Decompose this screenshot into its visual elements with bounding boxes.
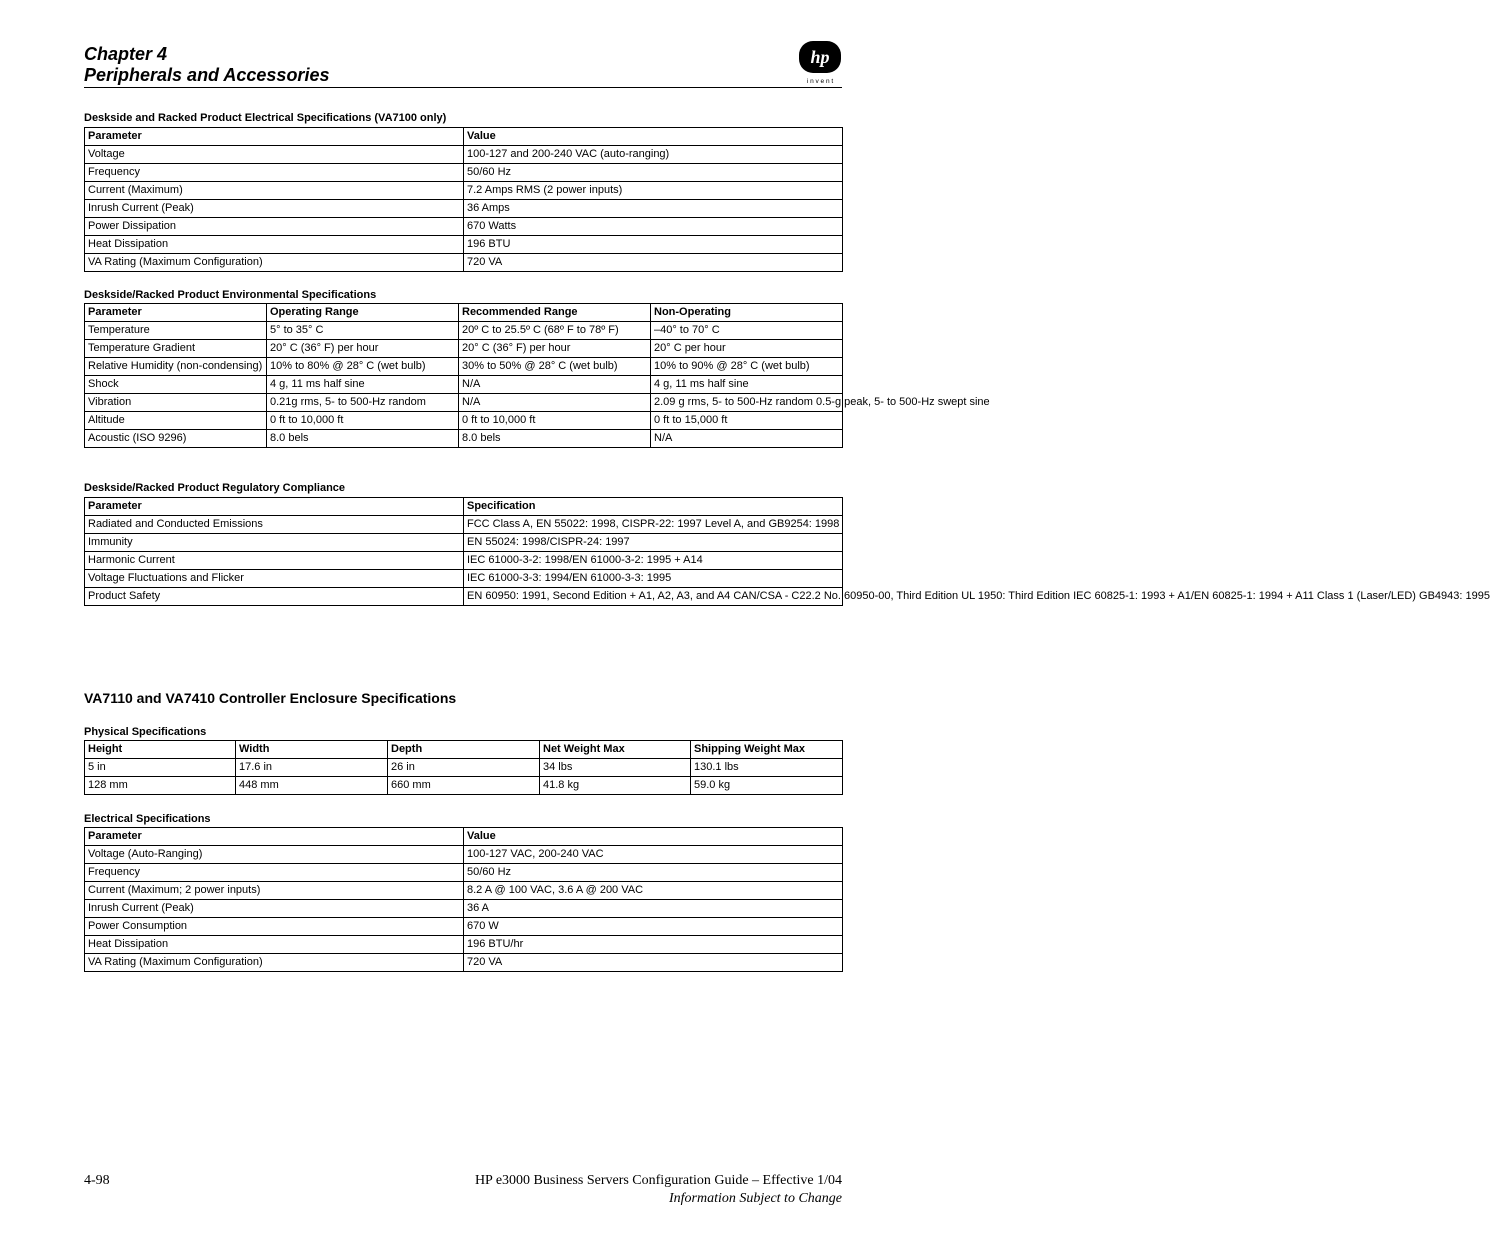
table-cell: 196 BTU	[464, 236, 843, 254]
table-cell: 8.2 A @ 100 VAC, 3.6 A @ 200 VAC	[464, 882, 843, 900]
table-cell: Inrush Current (Peak)	[85, 900, 464, 918]
column-header: Parameter	[85, 304, 267, 322]
table-cell: 8.0 bels	[459, 430, 651, 448]
column-header: Parameter	[85, 498, 464, 516]
table-row	[85, 552, 843, 570]
table-caption-electrical: Electrical Specifications	[84, 813, 211, 825]
table-cell: EN 55024: 1998/CISPR-24: 1997	[464, 534, 843, 552]
table-cell: 10% to 90% @ 28° C (wet bulb)	[651, 358, 843, 376]
table-row	[85, 164, 843, 182]
table-cell: N/A	[651, 430, 843, 448]
table-cell: 5° to 35° C	[267, 322, 459, 340]
table-row	[85, 394, 843, 412]
header-rule	[84, 87, 842, 88]
table-row	[85, 358, 843, 376]
table-cell: 100-127 and 200-240 VAC (auto-ranging)	[464, 146, 843, 164]
table-cell: 720 VA	[464, 954, 843, 972]
table-cell: Temperature	[85, 322, 267, 340]
table-header-row	[85, 128, 843, 146]
table-cell: 5 in	[85, 759, 236, 777]
column-header: Operating Range	[267, 304, 459, 322]
table-cell: Radiated and Conducted Emissions	[85, 516, 464, 534]
table-cell: Relative Humidity (non-condensing)	[85, 358, 267, 376]
table-cell: Heat Dissipation	[85, 236, 464, 254]
table-cell: 0.21g rms, 5- to 500-Hz random	[267, 394, 459, 412]
table-cell: 670 W	[464, 918, 843, 936]
page-number: 4-98	[84, 1173, 110, 1188]
table-row	[85, 322, 843, 340]
column-header: Net Weight Max	[540, 741, 691, 759]
table-row	[85, 182, 843, 200]
table-row	[85, 534, 843, 552]
table-cell: Current (Maximum; 2 power inputs)	[85, 882, 464, 900]
column-header: Value	[464, 828, 843, 846]
table-row	[85, 900, 843, 918]
table-caption-regulatory: Deskside/Racked Product Regulatory Compliance	[84, 482, 346, 494]
table-cell: 130.1 lbs	[691, 759, 843, 777]
table-cell: 720 VA	[464, 254, 843, 272]
table-regulatory	[84, 497, 1490, 606]
table-header-row	[85, 828, 843, 846]
chapter-name: Peripherals and Accessories	[84, 65, 330, 85]
column-header: Value	[464, 128, 843, 146]
table-cell: Power Consumption	[85, 918, 464, 936]
table-cell: Harmonic Current	[85, 552, 464, 570]
table-row	[85, 376, 843, 394]
table-caption-environmental: Deskside/Racked Product Environmental Specifications	[84, 289, 377, 301]
table-cell: 50/60 Hz	[464, 164, 843, 182]
column-header: Shipping Weight Max	[691, 741, 843, 759]
table-cell: VA Rating (Maximum Configuration)	[85, 954, 464, 972]
table-row	[85, 882, 843, 900]
table-cell: Frequency	[85, 864, 464, 882]
table-physical	[84, 740, 843, 795]
table-cell: 34 lbs	[540, 759, 691, 777]
table-row	[85, 146, 843, 164]
table-row	[85, 777, 843, 795]
table-row	[85, 218, 843, 236]
table-cell: 50/60 Hz	[464, 864, 843, 882]
table-caption-electrical-va7100: Deskside and Racked Product Electrical Specifications (VA7100 only)	[84, 112, 447, 124]
table-cell: N/A	[459, 376, 651, 394]
table-cell: 8.0 bels	[267, 430, 459, 448]
footer-title: HP e3000 Business Servers Configuration Guide – Effective 1/04	[474, 1173, 842, 1188]
table-cell: Heat Dissipation	[85, 936, 464, 954]
table-cell: Voltage	[85, 146, 464, 164]
table-cell: IEC 61000-3-2: 1998/EN 61000-3-2: 1995 + A14	[464, 552, 843, 570]
table-row	[85, 200, 843, 218]
table-cell: 10% to 80% @ 28° C (wet bulb)	[267, 358, 459, 376]
chapter-title	[84, 44, 329, 86]
table-row	[85, 340, 843, 358]
table-cell: 448 mm	[236, 777, 388, 795]
table-cell: 30% to 50% @ 28° C (wet bulb)	[459, 358, 651, 376]
table-row	[85, 864, 843, 882]
table-cell: Immunity	[85, 534, 464, 552]
table-cell: Altitude	[85, 412, 267, 430]
table-cell: Acoustic (ISO 9296)	[85, 430, 267, 448]
table-cell: Temperature Gradient	[85, 340, 267, 358]
footer-subtitle: Information Subject to Change	[668, 1191, 842, 1206]
table-cell: Voltage Fluctuations and Flicker	[85, 570, 464, 588]
table-cell: 41.8 kg	[540, 777, 691, 795]
table-cell: VA Rating (Maximum Configuration)	[85, 254, 464, 272]
page-header	[84, 42, 842, 88]
table-cell: IEC 61000-3-3: 1994/EN 61000-3-3: 1995	[464, 570, 843, 588]
table-cell: 20° C (36° F) per hour	[267, 340, 459, 358]
column-header: Parameter	[85, 128, 464, 146]
table-cell: 0 ft to 10,000 ft	[267, 412, 459, 430]
table-cell: 0 ft to 10,000 ft	[459, 412, 651, 430]
table-row	[85, 516, 843, 534]
table-cell: Vibration	[85, 394, 267, 412]
logo-text: hp	[810, 47, 830, 67]
table-cell: Voltage (Auto-Ranging)	[85, 846, 464, 864]
table-row	[85, 236, 843, 254]
table-cell: 7.2 Amps RMS (2 power inputs)	[464, 182, 843, 200]
table-cell: 196 BTU/hr	[464, 936, 843, 954]
table-header-row	[85, 741, 843, 759]
table-cell: Inrush Current (Peak)	[85, 200, 464, 218]
table-cell: 17.6 in	[236, 759, 388, 777]
column-header: Specification	[464, 498, 843, 516]
table-environmental	[84, 303, 990, 448]
table-row	[85, 430, 843, 448]
table-cell: 660 mm	[388, 777, 540, 795]
table-cell: 128 mm	[85, 777, 236, 795]
section-heading: VA7110 and VA7410 Controller Enclosure Specifications	[84, 690, 457, 706]
table-cell: Power Dissipation	[85, 218, 464, 236]
column-header: Depth	[388, 741, 540, 759]
table-row	[85, 846, 843, 864]
table-cell: 100-127 VAC, 200-240 VAC	[464, 846, 843, 864]
table-cell: Current (Maximum)	[85, 182, 464, 200]
table-cell: 2.09 g rms, 5- to 500-Hz random 0.5-g peak, 5- to 500-Hz swept sine	[651, 394, 843, 412]
chapter-number: Chapter 4	[84, 44, 168, 64]
table-cell: 20º C to 25.5º C (68º F to 78º F)	[459, 322, 651, 340]
table-row	[85, 918, 843, 936]
table-cell: 26 in	[388, 759, 540, 777]
table-cell: 0 ft to 15,000 ft	[651, 412, 843, 430]
table-cell: 670 Watts	[464, 218, 843, 236]
table-cell: N/A	[459, 394, 651, 412]
table-header-row	[85, 498, 843, 516]
table-cell: 4 g, 11 ms half sine	[651, 376, 843, 394]
table-cell: 20° C (36° F) per hour	[459, 340, 651, 358]
table-row	[85, 412, 843, 430]
table-header-row	[85, 304, 843, 322]
table-row	[85, 254, 843, 272]
column-header: Recommended Range	[459, 304, 651, 322]
table-cell: EN 60950: 1991, Second Edition + A1, A2, A3, and A4 CAN/CSA - C22.2 No. 60950-00, Third Edition UL 1950: Third Edition IEC 60825-1: 1993 + A1/EN 60825-1: 1994 + A11 Class 1 (Laser/LED) GB4943: 1995	[464, 588, 843, 606]
table-cell: 36 Amps	[464, 200, 843, 218]
table-cell: –40° to 70° C	[651, 322, 843, 340]
table-row	[85, 588, 843, 606]
table-row	[85, 759, 843, 777]
column-header: Non-Operating	[651, 304, 843, 322]
table-cell: FCC Class A, EN 55022: 1998, CISPR-22: 1997 Level A, and GB9254: 1998	[464, 516, 843, 534]
column-header: Parameter	[85, 828, 464, 846]
table-electrical-va7100	[84, 127, 843, 272]
table-cell: 20° C per hour	[651, 340, 843, 358]
table-cell: 36 A	[464, 900, 843, 918]
logo-tagline: i n v e n t	[806, 78, 834, 85]
table-caption-physical: Physical Specifications	[84, 726, 207, 738]
table-row	[85, 954, 843, 972]
table-row	[85, 936, 843, 954]
column-header: Width	[236, 741, 388, 759]
table-electrical	[84, 827, 843, 972]
table-cell: 4 g, 11 ms half sine	[267, 376, 459, 394]
table-cell: Frequency	[85, 164, 464, 182]
table-row	[85, 570, 843, 588]
hp-logo	[796, 41, 844, 85]
column-header: Height	[85, 741, 236, 759]
table-cell: 59.0 kg	[691, 777, 843, 795]
table-cell: Product Safety	[85, 588, 464, 606]
table-cell: Shock	[85, 376, 267, 394]
